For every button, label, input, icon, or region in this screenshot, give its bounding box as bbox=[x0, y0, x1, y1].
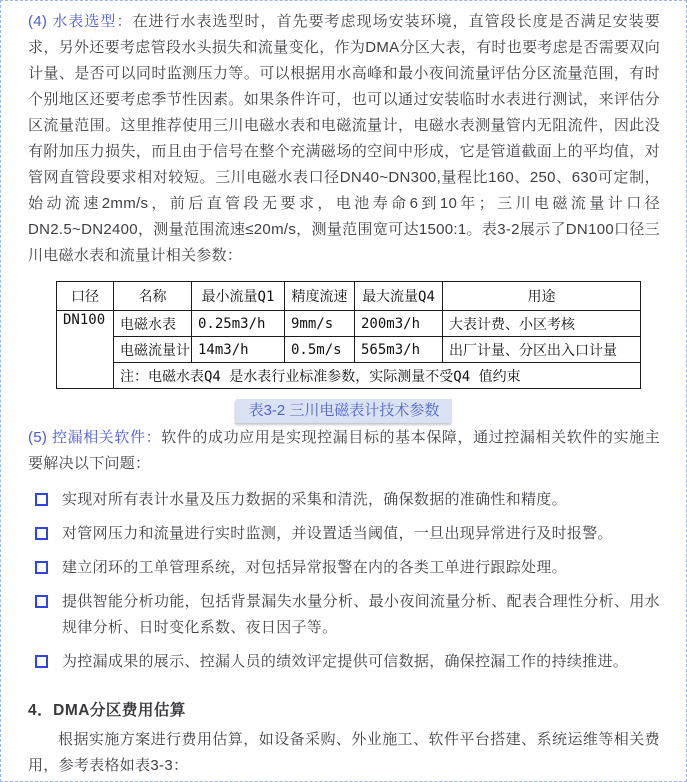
table-caption-row bbox=[28, 399, 660, 425]
header-min-flow: 最小流量Q1 bbox=[192, 282, 285, 311]
cell-usage: 大表计费、小区考核 bbox=[443, 311, 641, 337]
table-row bbox=[57, 337, 641, 363]
header-name: 名称 bbox=[114, 282, 192, 311]
paragraph-software bbox=[28, 425, 660, 477]
square-bullet-icon bbox=[35, 561, 48, 574]
table-row bbox=[57, 311, 641, 337]
section-heading-cost-estimate: 4．DMA分区费用估算 bbox=[28, 702, 186, 719]
cell-diameter: DN100 bbox=[57, 311, 114, 389]
cell-q4: 200m3/h bbox=[355, 311, 443, 337]
cell-note: 注：电磁水表Q4 是水表行业标准参数，实际测量不受Q4 值约束 bbox=[114, 363, 641, 389]
meter-spec-table bbox=[56, 281, 641, 389]
software-label: (5) 控漏相关软件： bbox=[28, 429, 162, 446]
cell-q1: 14m3/h bbox=[192, 337, 285, 363]
list-item bbox=[28, 589, 660, 641]
cell-usage: 出厂计量、分区出入口计量 bbox=[443, 337, 641, 363]
header-diameter: 口径 bbox=[57, 282, 114, 311]
meter-selection-text: 在进行水表选型时，首先要考虑现场安装环境，直管段长度是否满足安装要求，另外还要考虑管段水头损失和流量变化，作为DMA分区大表，有时也要考虑是否需要双向计量、是否可以同时监测压力等。可以根据用水高峰和最小夜间流量评估分区流量范围，有时个别地区还要考虑季节性因素。如果条件许可，也可以通过安装临时水表进行测试，来评估分区流量范围。这里推荐使用三川电磁水表和电磁流量计，电磁水表测量管内无阻流件，因此没有附加压力损失，而且由于信号在整个充满磁场的空间中形成，它是管道截面上的平均值，对管网直管段要求相对较短。三川电磁水表口径DN40~DN300,量程比160、250、630可定制，始动流速2mm/s，前后直管段无要求，电池寿命6到10年；三川电磁流量计口径DN2.5~DN2400，测量范围流速≤20m/s，测量范围宽可达1500:1。表3-2展示了DN100口径三川电磁水表和流量计相关参数： bbox=[28, 13, 661, 264]
list-item-text: 实现对所有表计水量及压力数据的采集和清洗，确保数据的准确性和精度。 bbox=[62, 491, 567, 508]
list-item-text: 为控漏成果的展示、控漏人员的绩效评定提供可信数据，确保控漏工作的持续推进。 bbox=[62, 653, 629, 670]
cell-accuracy-speed: 9mm/s bbox=[285, 311, 355, 337]
list-item-text: 对管网压力和流量进行实时监测，并设置适当阈值，一旦出现异常进行及时报警。 bbox=[62, 525, 613, 542]
list-item bbox=[28, 487, 660, 513]
software-bullet-list bbox=[28, 487, 660, 675]
cell-q1: 0.25m3/h bbox=[192, 311, 285, 337]
table-note-row bbox=[57, 363, 641, 389]
square-bullet-icon bbox=[35, 527, 48, 540]
list-item bbox=[28, 649, 660, 675]
list-item bbox=[28, 521, 660, 547]
list-item bbox=[28, 555, 660, 581]
list-item-text: 建立闭环的工单管理系统，对包括异常报警在内的各类工单进行跟踪处理。 bbox=[62, 559, 567, 576]
cell-q4: 565m3/h bbox=[355, 337, 443, 363]
square-bullet-icon bbox=[35, 595, 48, 608]
cell-accuracy-speed: 0.5m/s bbox=[285, 337, 355, 363]
cell-name: 电磁流量计 bbox=[114, 337, 192, 363]
cell-name: 电磁水表 bbox=[114, 311, 192, 337]
paragraph-meter-selection bbox=[28, 9, 660, 269]
meter-selection-label: (4) 水表选型： bbox=[28, 13, 133, 30]
header-accuracy-speed: 精度流速 bbox=[285, 282, 355, 311]
paragraph-cost-estimate: 根据实施方案进行费用估算，如设备采购、外业施工、软件平台搭建、系统运维等相关费用，参考表格如表3-3： bbox=[28, 731, 660, 774]
table-header-row bbox=[57, 282, 641, 311]
header-usage: 用途 bbox=[443, 282, 641, 311]
header-max-flow: 最大流量Q4 bbox=[355, 282, 443, 311]
square-bullet-icon bbox=[35, 655, 48, 668]
table-caption: 表3-2 三川电磁表计技术参数 bbox=[236, 399, 453, 423]
software-text: 软件的成功应用是实现控漏目标的基本保障，通过控漏相关软件的实施主要解决以下问题： bbox=[28, 429, 660, 472]
square-bullet-icon bbox=[35, 493, 48, 506]
list-item-text: 提供智能分析功能，包括背景漏失水量分析、最小夜间流量分析、配表合理性分析、用水规律分析、日时变化系数、夜日因子等。 bbox=[62, 593, 660, 636]
